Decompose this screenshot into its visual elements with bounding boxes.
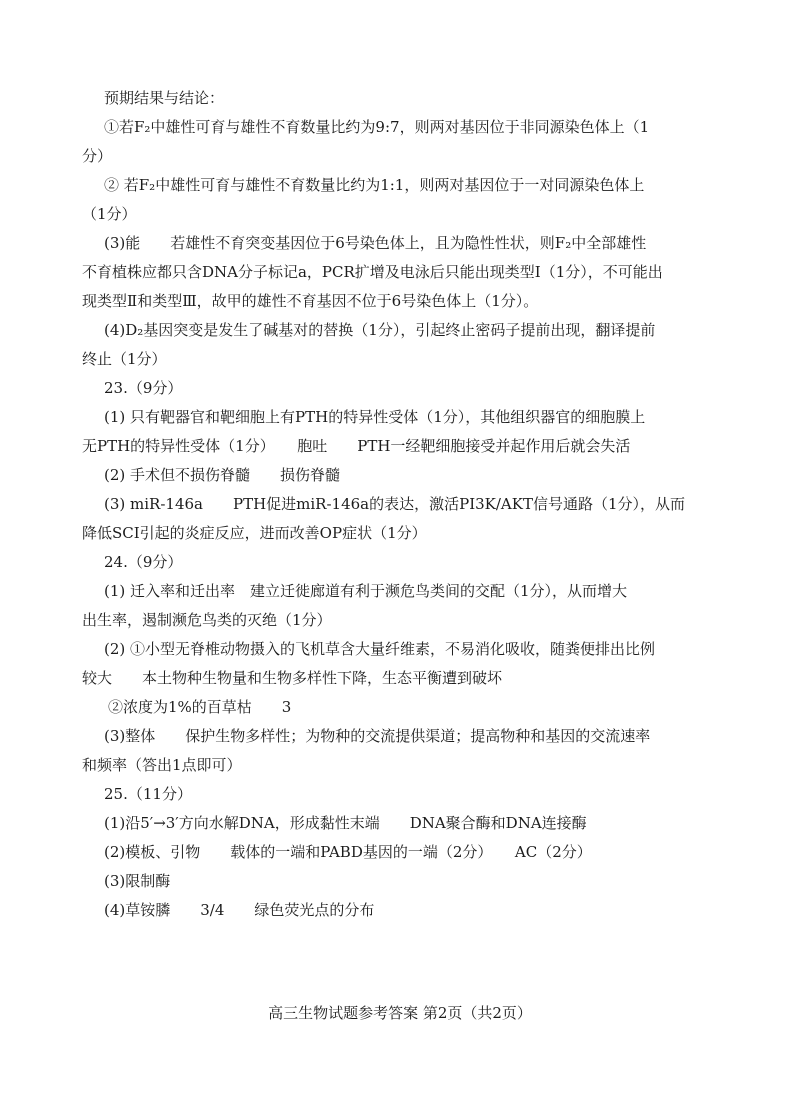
question-heading: 23.（9分） <box>104 379 183 397</box>
text-line: (3)限制酶 <box>104 872 171 890</box>
text-line: ② 若F₂中雄性可育与雄性不育数量比约为1:1，则两对基因位于一对同源染色体上 <box>104 176 645 194</box>
answer-text-block <box>82 84 710 925</box>
text-line: (3)能 若雄性不育突变基因位于6号染色体上，且为隐性性状，则F₂中全部雄性 <box>104 234 647 252</box>
text-line: 终止（1分） <box>82 350 167 368</box>
text-line: (3) miR-146a PTH促进miR-146a的表达，激活PI3K/AKT信号通路（1分），从而 <box>104 495 686 513</box>
text-line: ①若F₂中雄性可育与雄性不育数量比约为9:7，则两对基因位于非同源染色体上（1 <box>104 118 650 136</box>
text-line: 现类型Ⅱ和类型Ⅲ，故甲的雄性不育基因不位于6号染色体上（1分）。 <box>82 292 539 310</box>
text-line: 降低SCI引起的炎症反应，进而改善OP症状（1分） <box>82 524 427 542</box>
text-line: (4)草铵膦 3/4 绿色荧光点的分布 <box>104 901 375 919</box>
text-line: (1) 迁入率和迁出率 建立迁徙廊道有利于濒危鸟类间的交配（1分），从而增大 <box>104 582 628 600</box>
text-line: (2)模板、引物 载体的一端和PABD基因的一端（2分） AC（2分） <box>104 843 592 861</box>
text-line: 不育植株应都只含DNA分子标记a，PCR扩增及电泳后只能出现类型Ⅰ（1分），不可能出 <box>82 263 663 281</box>
text-line: (2) 手术但不损伤脊髓 损伤脊髓 <box>104 466 341 484</box>
page-footer: 高三生物试题参考答案 第2页（共2页） <box>268 1004 532 1022</box>
text-line: (1)沿5′→3′方向水解DNA，形成黏性末端 DNA聚合酶和DNA连接酶 <box>104 814 587 832</box>
question-heading: 24.（9分） <box>104 553 183 571</box>
text-line: （1分） <box>82 205 137 223</box>
question-heading: 25.（11分） <box>104 785 192 803</box>
text-line: (3)整体 保护生物多样性；为物种的交流提供渠道；提高物种和基因的交流速率 <box>104 727 651 745</box>
text-line: (1) 只有靶器官和靶细胞上有PTH的特异性受体（1分），其他组织器官的细胞膜上 <box>104 408 646 426</box>
text-line: (2) ①小型无脊椎动物摄入的飞机草含大量纤维素，不易消化吸收，随粪便排出比例 <box>104 640 656 658</box>
text-line: 较大 本土物种生物量和生物多样性下降，生态平衡遭到破坏 <box>82 669 503 687</box>
text-line: 和频率（答出1点即可） <box>82 756 242 774</box>
text-line: ②浓度为1%的百草枯 3 <box>108 698 292 716</box>
text-line: 出生率，遏制濒危鸟类的灭绝（1分） <box>82 611 332 629</box>
text-line: 无PTH的特异性受体（1分） 胞吐 PTH一经靶细胞接受并起作用后就会失活 <box>82 437 631 455</box>
text-line: 预期结果与结论： <box>104 89 225 107</box>
text-line: 分） <box>82 147 113 165</box>
text-line: (4)D₂基因突变是发生了碱基对的替换（1分），引起终止密码子提前出现，翻译提前 <box>104 321 656 339</box>
